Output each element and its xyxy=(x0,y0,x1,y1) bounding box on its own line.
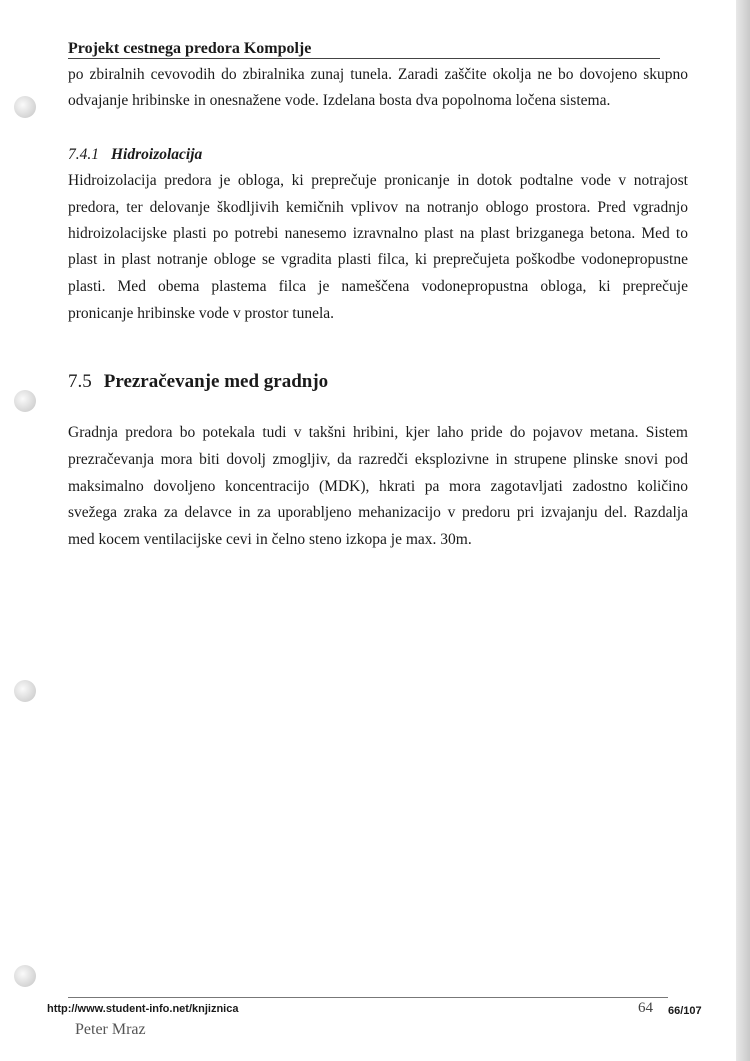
section-heading-75 xyxy=(68,371,328,393)
footer-rule xyxy=(68,997,668,998)
body-line: hidroizolacijske plasti po potrebi nanesemo izravnalno plast na plast brizganega betona. Med to xyxy=(68,225,688,242)
page-total: 66/107 xyxy=(668,1005,702,1017)
section-title: Hidroizolacija xyxy=(111,146,203,163)
body-line: prezračevanja mora biti dovolj zmogljiv, da razredči eksplozivne in strupene plinske snovi pod xyxy=(68,451,688,468)
section-title: Prezračevanje med gradnjo xyxy=(103,371,329,392)
punch-hole xyxy=(14,96,36,118)
punch-hole xyxy=(14,965,36,987)
punch-hole xyxy=(14,680,36,702)
page-number: 64 xyxy=(638,1000,653,1016)
body-line: Hidroizolacija predora je obloga, ki preprečuje pronicanje in dotok podtalne vode v notrajost xyxy=(68,172,688,189)
body-line: predora, ter delovanje škodljivih kemičnih vplivov na notranjo oblogo prostora. Pred vgradnjo xyxy=(68,199,688,216)
section-heading-741 xyxy=(68,146,202,164)
section-number: 7.5 xyxy=(68,371,92,392)
footer-author: Peter Mraz xyxy=(75,1021,146,1038)
body-line: svežega zraka za delavce in za uporabljeno mehanizacijo v predoru pri izvajanju del. Razdalja xyxy=(68,504,688,521)
body-line: plast in plast notranje obloge se vgradita plasti filca, ki preprečujeta poškodbe vodonepropustne xyxy=(68,251,688,268)
scan-edge xyxy=(736,0,750,1061)
running-header: Projekt cestnega predora Kompolje xyxy=(68,40,312,57)
footer-url[interactable]: http://www.student-info.net/knjiznica xyxy=(47,1003,239,1015)
body-line: maksimalno dovoljeno koncentracijo (MDK), hkrati pa mora zagotavljati zadostno količino xyxy=(68,478,688,495)
body-line: Gradnja predora bo potekala tudi v takšni hribini, kjer laho pride do pojavov metana. Sistem xyxy=(68,424,688,441)
section-number: 7.4.1 xyxy=(68,146,99,163)
header-rule xyxy=(68,58,660,59)
body-line: po zbiralnih cevovodih do zbiralnika zunaj tunela. Zaradi zaščite okolja ne bo dovojeno skupno xyxy=(68,66,688,83)
body-line: pronicanje hribinske vode v prostor tunela. xyxy=(68,305,335,322)
body-line: plasti. Med obema plastema filca je nameščena vodonepropustna obloga, ki preprečuje xyxy=(68,278,688,295)
body-line: med kocem ventilacijske cevi in čelno steno izkopa je max. 30m. xyxy=(68,531,472,548)
punch-hole xyxy=(14,390,36,412)
body-line: odvajanje hribinske in onesnažene vode. Izdelana bosta dva popolnoma ločena sistema. xyxy=(68,92,611,109)
